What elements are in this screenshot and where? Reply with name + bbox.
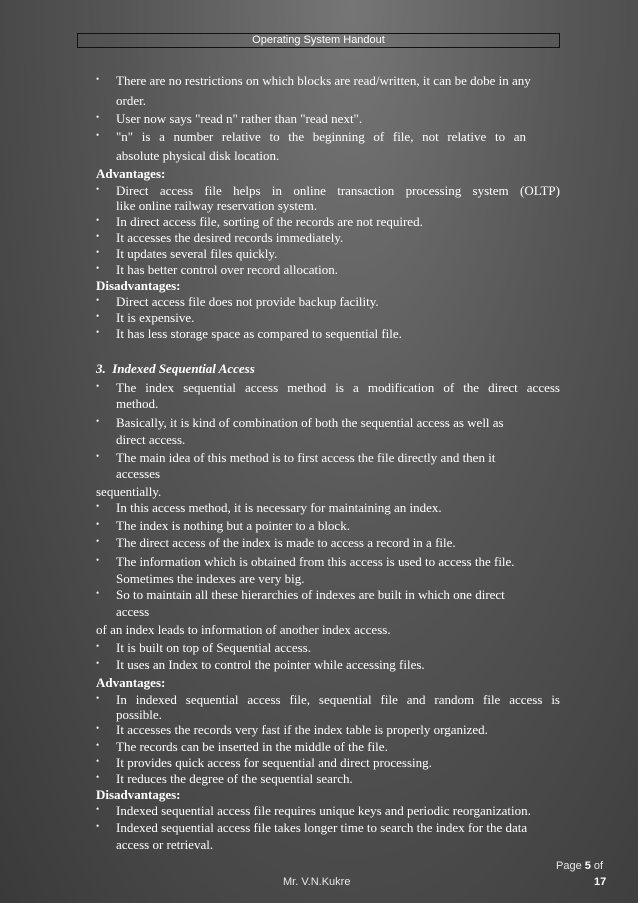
direct-dis-line: It is expensive.: [116, 310, 195, 325]
bullet-icon: •: [96, 263, 100, 273]
indexed-adv-line: It provides quick access for sequential and direct processing.: [116, 755, 432, 770]
bullet-icon: •: [96, 416, 100, 426]
page-of: of: [590, 860, 604, 872]
advantages-heading: Advantages:: [96, 166, 166, 181]
bullet-icon: •: [96, 740, 100, 750]
bullet-icon: •: [96, 327, 100, 337]
direct-adv-line: like online railway reservation system.: [116, 198, 318, 213]
bullet-icon: •: [96, 723, 100, 733]
bullet-icon: •: [96, 381, 100, 391]
bullet-icon: •: [96, 536, 100, 546]
section-heading: 3. Indexed Sequential Access: [96, 361, 255, 376]
direct-adv-line: It updates several files quickly.: [116, 246, 278, 261]
page-prefix: Page: [556, 860, 585, 872]
indexed-line: The information which is obtained from this access is used to access the file.: [116, 554, 515, 569]
indexed-line: Basically, it is kind of combination of both the sequential access as well as: [116, 415, 504, 430]
indexed-dis-line: access or retrieval.: [116, 837, 214, 852]
intro-line: absolute physical disk location.: [116, 148, 280, 163]
indexed-line: of an index leads to information of another index access.: [96, 622, 391, 637]
indexed-line: The direct access of the index is made to access a record in a file.: [116, 535, 456, 550]
bullet-icon: •: [96, 215, 100, 225]
intro-line: User now says "read n" rather than "read next".: [116, 111, 363, 126]
page-current: 5: [584, 860, 591, 872]
indexed-adv-line: It accesses the records very fast if the index table is properly organized.: [116, 722, 488, 737]
bullet-icon: •: [96, 130, 100, 140]
indexed-line: direct access.: [116, 432, 186, 447]
direct-dis-line: It has less storage space as compared to sequential file.: [116, 326, 402, 341]
direct-adv-line: In direct access file, sorting of the records are not required.: [116, 214, 423, 229]
bullet-icon: •: [96, 247, 100, 257]
bullet-icon: •: [96, 693, 100, 703]
bullet-icon: •: [96, 311, 100, 321]
direct-dis-line: Direct access file does not provide backup facility.: [116, 294, 379, 309]
bullet-icon: •: [96, 295, 100, 305]
bullet-icon: •: [96, 658, 100, 668]
bullet-icon: •: [96, 588, 100, 598]
indexed-adv-line: It reduces the degree of the sequential search.: [116, 771, 353, 786]
indexed-line: So to maintain all these hierarchies of indexes are built in which one direct: [116, 587, 505, 602]
indexed-line: In this access method, it is necessary for maintaining an index.: [116, 500, 442, 515]
bullet-icon: •: [96, 772, 100, 782]
indexed-line: sequentially.: [96, 484, 162, 499]
intro-line: order.: [116, 93, 146, 108]
footer-author: Mr. V.N.Kukre: [283, 876, 351, 888]
indexed-dis-line: Indexed sequential access file requires unique keys and periodic reorganization.: [116, 803, 531, 818]
intro-line: There are no restrictions on which blocks are read/written, it can be dobe in any: [116, 73, 531, 88]
page-total: [594, 876, 606, 888]
indexed-line: method.: [116, 396, 159, 411]
bullet-icon: •: [96, 112, 100, 122]
bullet-icon: •: [96, 821, 100, 831]
indexed-adv-line: In indexed sequential access file, sequential file and random file access is: [116, 692, 560, 707]
advantages-heading: Advantages:: [96, 675, 166, 690]
indexed-line: The main idea of this method is to first access the file directly and then it: [116, 450, 496, 465]
bullet-icon: •: [96, 555, 100, 565]
intro-line: "n" is a number relative to the beginning of file, not relative to an: [116, 129, 526, 144]
indexed-line: access: [116, 604, 150, 619]
bullet-icon: •: [96, 641, 100, 651]
bullet-icon: •: [96, 756, 100, 766]
direct-adv-line: It accesses the desired records immediately.: [116, 230, 344, 245]
indexed-dis-line: Indexed sequential access file takes longer time to search the index for the data: [116, 820, 528, 835]
bullet-icon: •: [96, 519, 100, 529]
direct-adv-line: It has better control over record allocation.: [116, 262, 338, 277]
indexed-line: It uses an Index to control the pointer while accessing files.: [116, 657, 425, 672]
page-header: Operating System Handout: [77, 33, 560, 48]
indexed-line: The index is nothing but a pointer to a block.: [116, 518, 350, 533]
indexed-line: It is built on top of Sequential access.: [116, 640, 311, 655]
disadvantages-heading: Disadvantages:: [96, 278, 181, 293]
bullet-icon: •: [96, 804, 100, 814]
bullet-icon: •: [96, 501, 100, 511]
bullet-icon: •: [96, 231, 100, 241]
indexed-line: The index sequential access method is a modification of the direct access: [116, 380, 560, 395]
indexed-adv-line: possible.: [116, 707, 162, 722]
bullet-icon: •: [96, 184, 100, 194]
page-number: [556, 860, 603, 872]
bullet-icon: •: [96, 74, 100, 84]
disadvantages-heading: Disadvantages:: [96, 787, 181, 802]
direct-adv-line: Direct access file helps in online transaction processing system (OLTP): [116, 183, 560, 198]
indexed-line: Sometimes the indexes are very big.: [116, 571, 305, 586]
bullet-icon: •: [96, 451, 100, 461]
indexed-line: accesses: [116, 466, 161, 481]
page-total-value: 17: [594, 876, 607, 888]
indexed-adv-line: The records can be inserted in the middle of the file.: [116, 739, 388, 754]
